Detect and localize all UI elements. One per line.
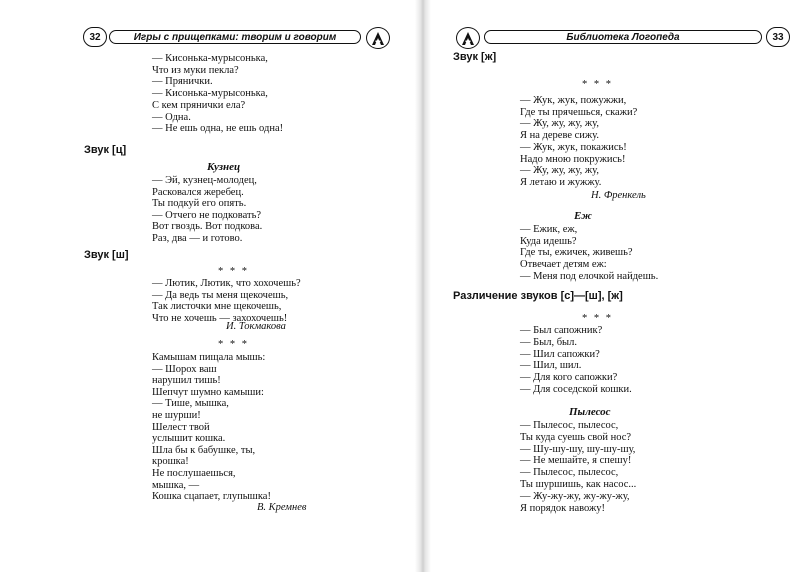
poem-line: — Эй, кузнец-молодец,	[152, 175, 257, 186]
poem-line: — Прянички.	[152, 76, 213, 88]
stanza-separator: * * *	[218, 266, 249, 277]
poem-line: услышит кошка.	[152, 433, 226, 445]
poem-line: — Лютик, Лютик, что хохочешь?	[152, 278, 301, 289]
section-heading: Звук [ж]	[453, 51, 497, 63]
header-title: Библиотека Логопеда	[484, 30, 762, 44]
poem-line: Ты шуршишь, как насос...	[520, 479, 637, 490]
poem-line: Кошка сцапает, глупышка!	[152, 491, 271, 503]
poem-line: — Тише, мышка,	[152, 398, 229, 410]
poem-line: — Жу-жу-жу, жу-жу-жу,	[520, 490, 630, 502]
poem-line: не шурши!	[152, 410, 201, 421]
poem-line: Не послушаешься,	[152, 468, 236, 479]
poem-line: — Меня под елочкой найдешь.	[520, 270, 659, 282]
poem-author: В. Кремнев	[257, 502, 307, 513]
poem-line: Так листочки мне щекочешь,	[152, 301, 282, 313]
poem-line: Я порядок навожу!	[520, 502, 606, 514]
poem-line: Что не хочешь — захохочешь!	[152, 312, 288, 324]
header-title: Игры с прищепками: творим и говорим	[109, 30, 361, 44]
poem-title: Еж	[574, 210, 592, 222]
poem-line: — Шил, шил.	[520, 360, 582, 372]
page-number: 32	[83, 27, 107, 47]
stanza-separator: * * *	[582, 313, 613, 324]
left-header	[83, 27, 393, 47]
poem-line: Ты куда суешь свой нос?	[520, 431, 632, 443]
poem-line: Расковался жеребец.	[152, 186, 244, 198]
poem-line: — Да ведь ты меня щекочешь,	[152, 289, 289, 301]
poem-line: — Кисонька-мурысонька,	[152, 88, 268, 100]
stanza-separator: * * *	[218, 339, 249, 350]
poem-author: И. Токмакова	[226, 321, 286, 332]
poem-author: Н. Френкель	[591, 190, 646, 201]
poem-line: — Шорох ваш	[152, 363, 217, 375]
poem-line: нарушил тишь!	[152, 375, 221, 387]
poem-title: Пылесос	[569, 406, 611, 418]
poem-line: Куда идешь?	[520, 235, 577, 247]
poem-line: — Не ешь одна, не ешь одна!	[152, 123, 284, 135]
poem-line: — Жук, жук, покажись!	[520, 141, 627, 153]
section-heading: Звук [ш]	[84, 249, 129, 261]
poem-line: — Жу, жу, жу, жу,	[520, 118, 599, 130]
poem-line: — Шу-шу-шу, шу-шу-шу,	[520, 443, 636, 455]
poem-line: — Жу, жу, жу, жу,	[520, 165, 599, 177]
poem-line: — Пылесос, пылесос,	[520, 420, 619, 431]
poem-line: — Ежик, еж,	[520, 224, 578, 235]
poem-line: Шелест твой	[152, 421, 210, 433]
section-heading: Различение звуков [с]—[ш], [ж]	[453, 290, 623, 302]
poem-line: — Пылесос, пылесос,	[520, 467, 619, 479]
poem-line: — Был, был.	[520, 336, 577, 348]
poem-line: — Кисонька-мурысонька,	[152, 53, 268, 64]
poem-line: Вот гвоздь. Вот подкова.	[152, 221, 263, 233]
poem-line: Раз, два — и готово.	[152, 233, 243, 244]
poem-line: Я летаю и жужжу.	[520, 176, 602, 188]
poem-line: Шла бы к бабушке, ты,	[152, 444, 256, 456]
right-page	[428, 0, 800, 572]
poem-title: Кузнец	[207, 161, 241, 173]
poem-line: Где ты прячешься, скажи?	[520, 106, 638, 118]
page-number: 33	[766, 27, 790, 47]
poem-line: Что из муки пекла?	[152, 64, 239, 76]
poem-line: крошка!	[152, 456, 189, 468]
poem-line: Я на дереве сижу.	[520, 130, 599, 142]
poem-line: Отвечает детям еж:	[520, 259, 607, 271]
poem-line: — Для соседской кошки.	[520, 384, 632, 395]
right-header	[456, 27, 790, 47]
poem-line: Где ты, ежичек, живешь?	[520, 247, 633, 259]
poem-line: С кем прянички ела?	[152, 99, 246, 111]
poem-line: Шепчут шумно камыши:	[152, 386, 264, 398]
poem-line: — Жук, жук, пожужжи,	[520, 95, 627, 106]
poem-line: мышка, —	[152, 479, 200, 491]
publisher-logo-icon	[366, 27, 390, 49]
poem-line: — Не мешайте, я спешу!	[520, 455, 632, 467]
poem-line: Надо мною покружись!	[520, 153, 626, 165]
publisher-logo-icon	[456, 27, 480, 49]
stanza-separator: * * *	[582, 79, 613, 90]
poem-line: — Одна.	[152, 111, 191, 123]
section-heading: Звук [ц]	[84, 144, 127, 156]
poem-line: — Шил сапожки?	[520, 348, 600, 360]
poem-line: — Отчего не подковать?	[152, 209, 262, 221]
poem-line: — Для кого сапожки?	[520, 372, 618, 384]
poem-line: Камышам пищала мышь:	[152, 352, 266, 363]
poem-line: — Был сапожник?	[520, 325, 603, 336]
poem-line: Ты подкуй его опять.	[152, 198, 247, 210]
